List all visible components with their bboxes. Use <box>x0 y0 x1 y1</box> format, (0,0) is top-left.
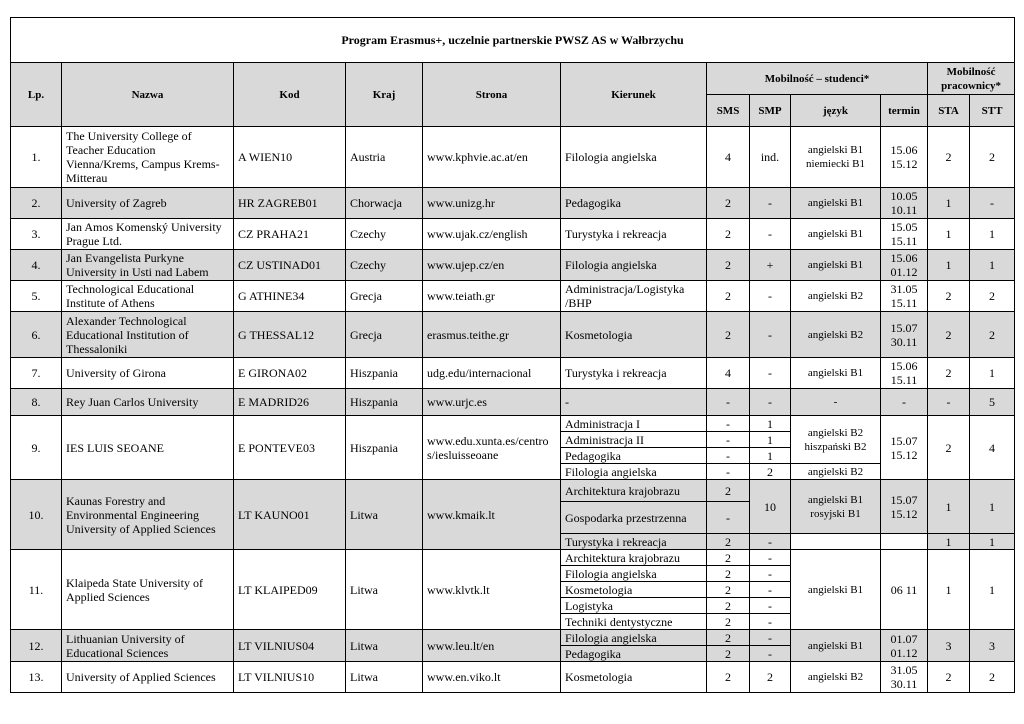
cell-stt: 1 <box>970 550 1015 630</box>
cell-kierunek: Pedagogika <box>561 448 707 464</box>
cell-jezyk: angielski B2 <box>791 662 881 693</box>
cell-stt: 1 <box>970 480 1015 534</box>
cell-strona: www.unizg.hr <box>423 188 561 219</box>
cell-jezyk: angielski B2 <box>791 312 881 358</box>
cell-sta: 2 <box>928 416 970 480</box>
table-row <box>11 480 1015 502</box>
cell-sms: 2 <box>707 281 750 312</box>
cell-lp: 11. <box>11 550 62 630</box>
cell-kierunek: Filologia angielska <box>561 464 707 480</box>
cell-nazwa: Alexander Technological Educational Institution of Thessaloniki <box>62 312 234 358</box>
cell-termin: 15.06 01.12 <box>881 250 928 281</box>
cell-sms: - <box>707 389 750 416</box>
cell-lp: 6. <box>11 312 62 358</box>
cell-stt: 3 <box>970 630 1015 662</box>
cell-nazwa: The University College of Teacher Education Vienna/Krems, Campus Krems-Mitterau <box>62 127 234 188</box>
cell-smp: - <box>750 534 791 550</box>
cell-jezyk: angielski B2 hiszpański B2 <box>791 416 881 464</box>
cell-stt: 1 <box>970 219 1015 250</box>
cell-stt: 2 <box>970 281 1015 312</box>
cell-kierunek: Turystyka i rekreacja <box>561 358 707 389</box>
header-kod: Kod <box>234 63 346 127</box>
cell-termin: 10.05 10.11 <box>881 188 928 219</box>
table-row <box>11 389 1015 416</box>
cell-sta: 2 <box>928 281 970 312</box>
cell-nazwa: Jan Amos Komenský University Prague Ltd. <box>62 219 234 250</box>
cell-nazwa: University of Zagreb <box>62 188 234 219</box>
cell-kierunek: Architektura krajobrazu <box>561 550 707 566</box>
cell-kraj: Litwa <box>346 630 423 662</box>
cell-kierunek: - <box>561 389 707 416</box>
table-row <box>11 219 1015 250</box>
table-row <box>11 358 1015 389</box>
cell-smp: 1 <box>750 432 791 448</box>
cell-sms: 2 <box>707 534 750 550</box>
cell-kraj: Czechy <box>346 219 423 250</box>
cell-smp: - <box>750 358 791 389</box>
cell-sms: - <box>707 502 750 534</box>
cell-termin: 31.05 15.11 <box>881 281 928 312</box>
cell-kod: G ATHINE34 <box>234 281 346 312</box>
cell-sms: 2 <box>707 582 750 598</box>
cell-kierunek: Kosmetologia <box>561 312 707 358</box>
cell-kierunek: Kosmetologia <box>561 582 707 598</box>
cell-kraj: Hiszpania <box>346 358 423 389</box>
cell-smp: - <box>750 281 791 312</box>
cell-termin: 06 11 <box>881 550 928 630</box>
cell-kraj: Chorwacja <box>346 188 423 219</box>
cell-strona: www.ujep.cz/en <box>423 250 561 281</box>
cell-lp: 8. <box>11 389 62 416</box>
cell-sms: 4 <box>707 358 750 389</box>
cell-nazwa: Kaunas Forestry and Environmental Engineering University of Applied Sciences <box>62 480 234 550</box>
cell-stt: 2 <box>970 312 1015 358</box>
cell-smp: 2 <box>750 662 791 693</box>
header-jezyk: język <box>791 95 881 127</box>
table-row <box>11 250 1015 281</box>
cell-smp: - <box>750 219 791 250</box>
table-row <box>11 127 1015 188</box>
cell-sms: 2 <box>707 480 750 502</box>
cell-stt: 1 <box>970 534 1015 550</box>
cell-smp: 1 <box>750 448 791 464</box>
cell-kierunek: Filologia angielska <box>561 630 707 646</box>
cell-kierunek: Kosmetologia <box>561 662 707 693</box>
cell-strona: www.leu.lt/en <box>423 630 561 662</box>
cell-jezyk: - <box>791 389 881 416</box>
cell-kod: LT KAUNO01 <box>234 480 346 550</box>
cell-kierunek: Pedagogika <box>561 188 707 219</box>
cell-jezyk: angielski B1 <box>791 550 881 630</box>
cell-sms: - <box>707 432 750 448</box>
cell-smp: - <box>750 630 791 646</box>
cell-jezyk: angielski B1 <box>791 358 881 389</box>
cell-kierunek: Administracja II <box>561 432 707 448</box>
cell-sms: 4 <box>707 127 750 188</box>
header-strona: Strona <box>423 63 561 127</box>
cell-smp: - <box>750 614 791 630</box>
cell-termin: 01.07 01.12 <box>881 630 928 662</box>
cell-lp: 4. <box>11 250 62 281</box>
cell-jezyk: angielski B1 <box>791 630 881 662</box>
cell-kierunek: Filologia angielska <box>561 127 707 188</box>
cell-jezyk: angielski B1 rosyjski B1 <box>791 480 881 534</box>
cell-nazwa: Klaipeda State University of Applied Sciences <box>62 550 234 630</box>
cell-stt: 4 <box>970 416 1015 480</box>
cell-smp: - <box>750 188 791 219</box>
cell-kraj: Hiszpania <box>346 389 423 416</box>
table-row <box>11 188 1015 219</box>
cell-lp: 12. <box>11 630 62 662</box>
cell-nazwa: Technological Educational Institute of Athens <box>62 281 234 312</box>
cell-strona: www.en.viko.lt <box>423 662 561 693</box>
cell-sta: 1 <box>928 188 970 219</box>
cell-kraj: Hiszpania <box>346 416 423 480</box>
cell-lp: 9. <box>11 416 62 480</box>
partner-universities-table <box>10 17 1015 693</box>
cell-stt: 2 <box>970 127 1015 188</box>
cell-sta: 3 <box>928 630 970 662</box>
header-termin: termin <box>881 95 928 127</box>
cell-lp: 3. <box>11 219 62 250</box>
cell-sms: 2 <box>707 219 750 250</box>
cell-termin: 31.05 30.11 <box>881 662 928 693</box>
cell-kierunek: Turystyka i rekreacja <box>561 534 707 550</box>
cell-kierunek: Gospodarka przestrzenna <box>561 502 707 534</box>
header-stt: STT <box>970 95 1015 127</box>
cell-jezyk: angielski B1 <box>791 188 881 219</box>
cell-kod: LT KLAIPED09 <box>234 550 346 630</box>
cell-smp: - <box>750 646 791 662</box>
cell-strona: www.teiath.gr <box>423 281 561 312</box>
cell-smp: - <box>750 389 791 416</box>
cell-kierunek: Turystyka i rekreacja <box>561 219 707 250</box>
cell-strona: www.kphvie.ac.at/en <box>423 127 561 188</box>
cell-sta: 1 <box>928 480 970 534</box>
cell-kod: E PONTEVE03 <box>234 416 346 480</box>
cell-kierunek: Filologia angielska <box>561 250 707 281</box>
table-row <box>11 312 1015 358</box>
header-kierunek: Kierunek <box>561 63 707 127</box>
cell-kierunek: Filologia angielska <box>561 566 707 582</box>
table-row <box>11 281 1015 312</box>
cell-kod: HR ZAGREB01 <box>234 188 346 219</box>
cell-kod: A WIEN10 <box>234 127 346 188</box>
cell-sta: 1 <box>928 250 970 281</box>
header-lp: Lp. <box>11 63 62 127</box>
cell-sms: 2 <box>707 646 750 662</box>
cell-kierunek: Pedagogika <box>561 646 707 662</box>
cell-sms: - <box>707 448 750 464</box>
cell-strona: erasmus.teithe.gr <box>423 312 561 358</box>
header-mobilnosc-studenci: Mobilność – studenci* <box>707 63 928 95</box>
cell-sms: 2 <box>707 566 750 582</box>
header-smp: SMP <box>750 95 791 127</box>
cell-smp: - <box>750 598 791 614</box>
cell-kraj: Litwa <box>346 662 423 693</box>
header-sms: SMS <box>707 95 750 127</box>
cell-smp: - <box>750 582 791 598</box>
cell-jezyk-empty <box>791 534 881 550</box>
header-nazwa: Nazwa <box>62 63 234 127</box>
cell-kraj: Grecja <box>346 281 423 312</box>
cell-smp: 1 <box>750 416 791 432</box>
table-row <box>11 416 1015 432</box>
cell-stt: 1 <box>970 358 1015 389</box>
cell-kod: G THESSAL12 <box>234 312 346 358</box>
cell-sta: 1 <box>928 219 970 250</box>
cell-jezyk: angielski B1 <box>791 250 881 281</box>
cell-kod: E GIRONA02 <box>234 358 346 389</box>
cell-nazwa: IES LUIS SEOANE <box>62 416 234 480</box>
cell-sms: 2 <box>707 630 750 646</box>
cell-kraj: Czechy <box>346 250 423 281</box>
cell-sms: 2 <box>707 312 750 358</box>
cell-jezyk: angielski B1 niemiecki B1 <box>791 127 881 188</box>
cell-lp: 13. <box>11 662 62 693</box>
cell-kraj: Grecja <box>346 312 423 358</box>
cell-nazwa: University of Applied Sciences <box>62 662 234 693</box>
cell-kierunek: Architektura krajobrazu <box>561 480 707 502</box>
cell-smp: ind. <box>750 127 791 188</box>
cell-nazwa: Jan Evangelista Purkyne University in Usti nad Labem <box>62 250 234 281</box>
cell-stt: 2 <box>970 662 1015 693</box>
cell-termin: - <box>881 389 928 416</box>
cell-stt: 5 <box>970 389 1015 416</box>
cell-sta: 2 <box>928 358 970 389</box>
cell-kod: CZ PRAHA21 <box>234 219 346 250</box>
cell-sta: - <box>928 389 970 416</box>
cell-termin: 15.07 15.12 <box>881 480 928 534</box>
cell-smp: - <box>750 550 791 566</box>
cell-strona: udg.edu/internacional <box>423 358 561 389</box>
cell-stt: - <box>970 188 1015 219</box>
cell-strona: www.edu.xunta.es/centros/iesluisseoane <box>423 416 561 480</box>
cell-sta: 1 <box>928 534 970 550</box>
cell-kod: CZ USTINAD01 <box>234 250 346 281</box>
cell-sms: 2 <box>707 550 750 566</box>
cell-termin: 15.07 15.12 <box>881 416 928 480</box>
header-kraj: Kraj <box>346 63 423 127</box>
cell-strona: www.kmaik.lt <box>423 480 561 550</box>
cell-smp: - <box>750 312 791 358</box>
cell-nazwa: Lithuanian University of Educational Sciences <box>62 630 234 662</box>
cell-smp: + <box>750 250 791 281</box>
cell-kraj: Litwa <box>346 480 423 550</box>
cell-termin: 15.06 15.11 <box>881 358 928 389</box>
cell-jezyk: angielski B2 <box>791 281 881 312</box>
cell-sta: 2 <box>928 312 970 358</box>
cell-lp: 7. <box>11 358 62 389</box>
cell-strona: www.urjc.es <box>423 389 561 416</box>
cell-kierunek: Administracja/Logistyka /BHP <box>561 281 707 312</box>
cell-lp: 2. <box>11 188 62 219</box>
cell-lp: 1. <box>11 127 62 188</box>
cell-lp: 5. <box>11 281 62 312</box>
cell-sta: 2 <box>928 662 970 693</box>
cell-sms: 2 <box>707 614 750 630</box>
cell-sms: - <box>707 416 750 432</box>
cell-kierunek: Administracja I <box>561 416 707 432</box>
table-row <box>11 550 1015 566</box>
document-title: Program Erasmus+, uczelnie partnerskie PWSZ AS w Wałbrzychu <box>11 18 1015 63</box>
cell-jezyk: angielski B1 <box>791 219 881 250</box>
table-row <box>11 662 1015 693</box>
cell-kod: LT VILNIUS04 <box>234 630 346 662</box>
cell-stt: 1 <box>970 250 1015 281</box>
cell-sms: 2 <box>707 598 750 614</box>
cell-sta: 2 <box>928 127 970 188</box>
cell-kod: LT VILNIUS10 <box>234 662 346 693</box>
cell-nazwa: Rey Juan Carlos University <box>62 389 234 416</box>
cell-strona: www.ujak.cz/english <box>423 219 561 250</box>
cell-lp: 10. <box>11 480 62 550</box>
cell-kierunek: Techniki dentystyczne <box>561 614 707 630</box>
cell-sms: 2 <box>707 662 750 693</box>
cell-termin: 15.06 15.12 <box>881 127 928 188</box>
cell-termin: 15.05 15.11 <box>881 219 928 250</box>
cell-jezyk: angielski B2 <box>791 464 881 480</box>
cell-kraj: Litwa <box>346 550 423 630</box>
cell-termin: 15.07 30.11 <box>881 312 928 358</box>
cell-kraj: Austria <box>346 127 423 188</box>
cell-nazwa: University of Girona <box>62 358 234 389</box>
cell-sms: 2 <box>707 188 750 219</box>
cell-kierunek: Logistyka <box>561 598 707 614</box>
cell-sms: - <box>707 464 750 480</box>
cell-kod: E MADRID26 <box>234 389 346 416</box>
cell-sta: 1 <box>928 550 970 630</box>
cell-smp: 10 <box>750 480 791 534</box>
cell-smp: 2 <box>750 464 791 480</box>
table-row <box>11 630 1015 646</box>
header-mobilnosc-pracownicy: Mobilność pracownicy* <box>928 63 1015 95</box>
cell-smp: - <box>750 566 791 582</box>
cell-sms: 2 <box>707 250 750 281</box>
cell-termin-empty <box>881 534 928 550</box>
cell-strona: www.klvtk.lt <box>423 550 561 630</box>
header-sta: STA <box>928 95 970 127</box>
